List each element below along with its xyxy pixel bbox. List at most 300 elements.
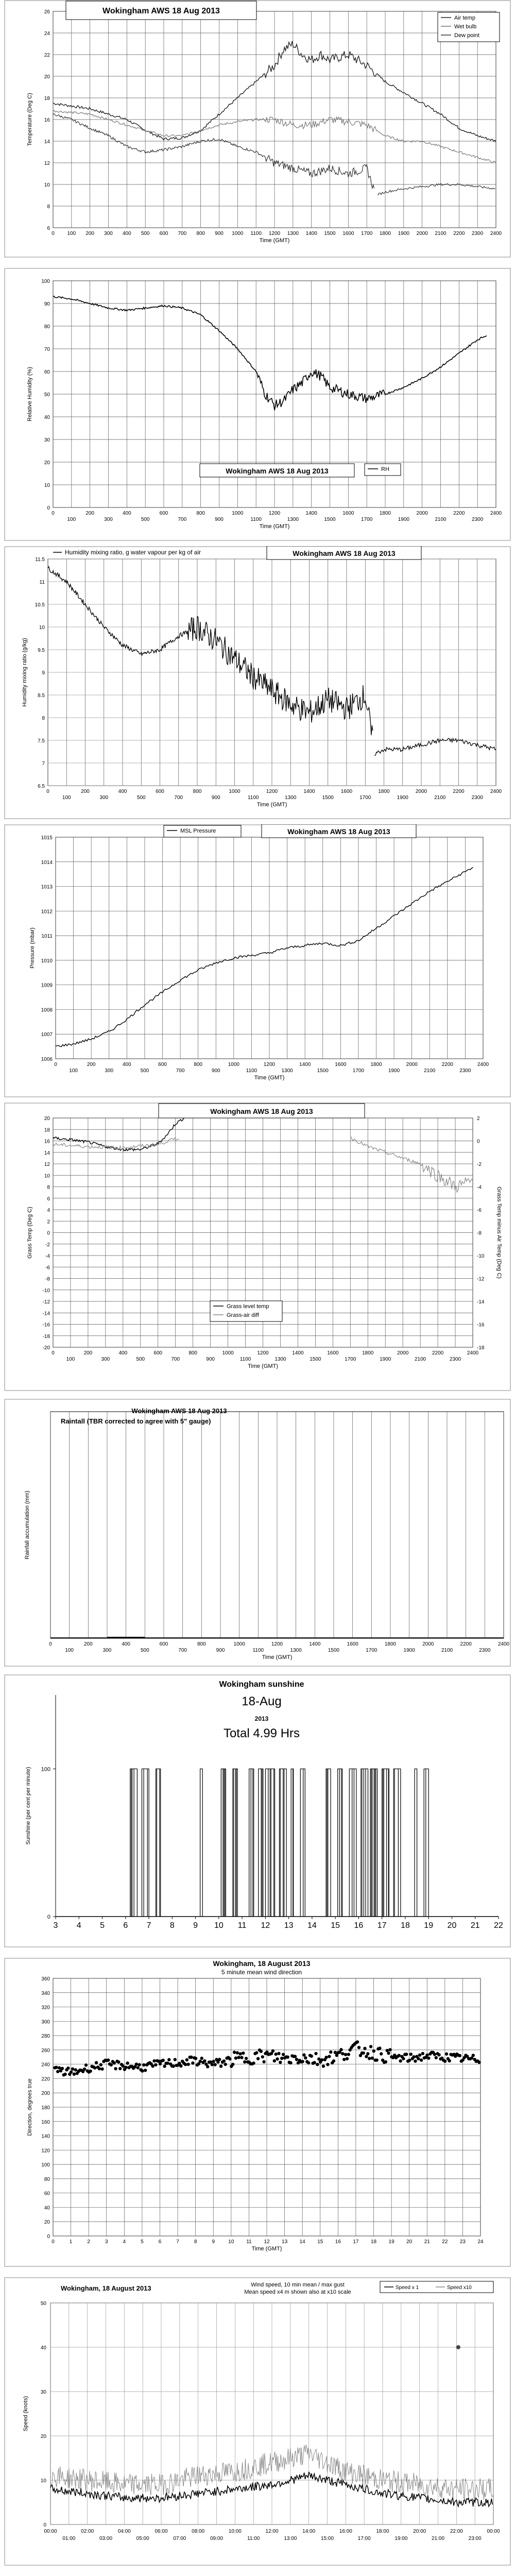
- scatter-point: [83, 2067, 86, 2071]
- y-tick-label: 7: [42, 761, 45, 767]
- scatter-point: [113, 2061, 116, 2064]
- x-tick-label: 03:00: [99, 2536, 113, 2541]
- relative-humidity-chart: [4, 268, 511, 541]
- scatter-point: [144, 2069, 147, 2072]
- scatter-point: [435, 2056, 438, 2059]
- x-tick-label: 1800: [379, 231, 391, 236]
- y-tick-label: 18: [44, 96, 50, 101]
- scatter-point: [190, 2056, 193, 2059]
- y-tick-label: 11.5: [35, 557, 45, 563]
- scatter-point: [63, 2073, 66, 2076]
- scatter-point: [304, 2056, 307, 2059]
- y-tick-label: 80: [44, 2176, 50, 2182]
- scatter-point: [95, 2061, 98, 2064]
- x-tick-label: 1700: [361, 517, 373, 522]
- scatter-point: [66, 2066, 70, 2070]
- y-tick-label: 40: [40, 2345, 46, 2351]
- x-tick-label: 300: [104, 231, 113, 236]
- scatter-point: [151, 2064, 154, 2067]
- x-tick-label: 400: [122, 1641, 131, 1647]
- y-tick-label: 8: [47, 1184, 50, 1191]
- x-tick-label: 1500: [317, 1068, 329, 1074]
- x-tick-label: 100: [67, 231, 76, 236]
- x-tick-label: 1100: [246, 1068, 258, 1074]
- scatter-point: [179, 2064, 182, 2067]
- scatter-point: [191, 2061, 194, 2064]
- x-tick-label: 400: [118, 1350, 128, 1356]
- x-tick-label: 700: [178, 517, 187, 522]
- y2-tick-label: -2: [477, 1162, 482, 1167]
- x-tick-label: 1900: [398, 517, 409, 522]
- scatter-point: [420, 2059, 423, 2062]
- x-tick-label: 300: [104, 517, 113, 522]
- scatter-point: [184, 2063, 187, 2066]
- y-tick-label: 10: [39, 625, 45, 631]
- x-tick-label: 2300: [472, 231, 484, 236]
- x-tick-label: 24: [477, 2239, 484, 2245]
- x-tick-label: 0: [52, 1350, 55, 1356]
- y-tick-label: 14: [44, 139, 50, 145]
- y-tick-label: 16: [44, 117, 50, 123]
- x-tick-label: 16:00: [339, 2529, 352, 2534]
- scatter-point: [302, 2053, 305, 2056]
- x-tick-label: 4: [76, 1921, 81, 1930]
- y-tick-label: 0: [47, 505, 50, 511]
- scatter-point: [252, 2061, 255, 2064]
- x-tick-label: 2200: [432, 1350, 444, 1356]
- mixing-ratio-chart-panel: [4, 546, 511, 819]
- x-tick-label: 13: [282, 2239, 288, 2245]
- y-tick-label: 1013: [41, 884, 53, 890]
- x-tick-label: 2400: [477, 1062, 489, 1067]
- x-tick-label: 1400: [292, 1350, 304, 1356]
- x-tick-label: 05:00: [136, 2536, 149, 2541]
- y-tick-label: 50: [40, 2301, 46, 2307]
- x-axis-label: Time (GMT): [256, 802, 287, 808]
- scatter-point: [93, 2066, 96, 2070]
- x-tick-label: 800: [188, 1350, 198, 1356]
- scatter-point: [218, 2058, 221, 2061]
- y-axis-label: Relative Humidity (%): [27, 367, 33, 421]
- x-tick-label: 600: [159, 1641, 168, 1647]
- x-tick-label: 2100: [441, 1648, 453, 1653]
- x-tick-label: 1400: [299, 1062, 311, 1067]
- x-tick-label: 8: [169, 1921, 175, 1930]
- x-tick-label: 10: [214, 1921, 224, 1930]
- x-tick-label: 2400: [497, 1641, 510, 1647]
- y-tick-label: 10: [44, 483, 50, 488]
- scatter-point: [136, 2066, 140, 2069]
- scatter-point: [347, 2053, 350, 2056]
- y-tick-label: 60: [44, 369, 50, 375]
- x-tick-label: 2100: [415, 1357, 426, 1362]
- scatter-point: [322, 2064, 325, 2067]
- scatter-point: [365, 2055, 368, 2058]
- scatter-point: [279, 2061, 282, 2064]
- y2-tick-label: -14: [477, 1299, 485, 1305]
- x-tick-label: 500: [140, 1068, 149, 1074]
- y-tick-label: -2: [45, 1242, 50, 1248]
- x-tick-label: 2400: [490, 511, 502, 516]
- y-axis-label: Direction, degrees true: [27, 2078, 33, 2136]
- x-tick-label: 2200: [460, 1641, 472, 1647]
- x-tick-label: 22: [442, 2239, 448, 2245]
- scatter-point: [240, 2056, 243, 2059]
- scatter-point: [194, 2057, 197, 2060]
- y-tick-label: 30: [44, 437, 50, 443]
- legend-label: Dew point: [454, 32, 479, 39]
- scatter-point: [316, 2063, 319, 2066]
- y-tick-label: 180: [41, 2105, 50, 2111]
- x-tick-label: 13: [284, 1921, 294, 1930]
- y-tick-label: -12: [42, 1299, 50, 1305]
- scatter-point: [368, 2057, 371, 2060]
- scatter-point: [294, 2055, 297, 2058]
- x-tick-label: 22:00: [450, 2529, 463, 2534]
- scatter-point: [277, 2052, 280, 2055]
- scatter-point: [199, 2060, 202, 2063]
- x-tick-label: 07:00: [173, 2536, 186, 2541]
- y-tick-label: 10: [44, 182, 50, 188]
- scatter-point: [260, 2050, 263, 2053]
- x-tick-label: 1300: [290, 1648, 302, 1653]
- mixing-ratio-chart: [4, 546, 511, 819]
- x-tick-label: 800: [193, 789, 202, 794]
- x-tick-label: 400: [118, 789, 127, 794]
- x-tick-label: 17: [353, 2239, 359, 2245]
- x-tick-label: 0: [52, 231, 55, 236]
- scatter-point-outlier: [456, 2345, 460, 2349]
- y-tick-label: 120: [41, 2148, 50, 2154]
- scatter-point: [317, 2057, 320, 2060]
- x-tick-label: 18: [370, 2239, 377, 2245]
- x-tick-label: 500: [141, 517, 150, 522]
- scatter-point: [421, 2052, 424, 2055]
- scatter-point: [344, 2053, 347, 2056]
- scatter-point: [211, 2063, 214, 2066]
- x-tick-label: 00:00: [44, 2529, 57, 2534]
- x-tick-label: 14: [299, 2239, 305, 2245]
- x-tick-label: 1700: [359, 795, 371, 801]
- x-tick-label: 5: [100, 1921, 105, 1930]
- scatter-point: [458, 2054, 461, 2057]
- scatter-point: [262, 2060, 265, 2063]
- y2-axis-label: Grass Temp minus Air Temp (Deg C): [496, 1187, 502, 1279]
- x-tick-label: 15: [317, 2239, 323, 2245]
- y2-tick-label: -4: [477, 1184, 482, 1191]
- x-tick-label: 2200: [453, 511, 465, 516]
- x-tick-label: 700: [178, 231, 187, 236]
- scatter-point: [414, 2060, 417, 2063]
- scatter-point: [142, 2063, 145, 2066]
- scatter-point: [200, 2057, 203, 2060]
- x-tick-label: 20: [447, 1921, 457, 1930]
- scatter-point: [445, 2053, 448, 2056]
- scatter-point: [159, 2062, 162, 2065]
- x-tick-label: 400: [122, 511, 131, 516]
- x-tick-label: 10:00: [228, 2529, 242, 2534]
- x-tick-label: 6: [123, 1921, 128, 1930]
- x-tick-label: 04:00: [117, 2529, 131, 2534]
- x-tick-label: 9: [193, 1921, 198, 1930]
- y-tick-label: 10: [40, 2478, 46, 2484]
- x-tick-label: 1600: [347, 1641, 358, 1647]
- x-tick-label: 2300: [479, 1648, 491, 1653]
- y-tick-label: 200: [41, 2091, 50, 2097]
- chart-title: Wokingham, 18 August 2013: [61, 2284, 151, 2292]
- scatter-point: [282, 2053, 285, 2056]
- x-tick-label: 2000: [416, 231, 428, 236]
- x-tick-label: 3: [105, 2239, 108, 2245]
- y-tick-label: 2: [47, 1219, 50, 1225]
- x-tick-label: 100: [65, 1648, 74, 1653]
- x-tick-label: 1500: [324, 231, 336, 236]
- y-tick-label: 340: [41, 1990, 50, 1996]
- x-tick-label: 2100: [424, 1068, 436, 1074]
- y-tick-label: 8.5: [38, 693, 45, 699]
- scatter-point: [328, 2055, 331, 2058]
- x-tick-label: 2300: [471, 795, 483, 801]
- y-tick-label: 22: [44, 53, 50, 58]
- y-tick-label: -20: [42, 1345, 50, 1351]
- x-tick-label: 20:00: [413, 2529, 426, 2534]
- scatter-point: [295, 2058, 298, 2061]
- legend-label: Wet bulb: [454, 24, 477, 30]
- x-tick-label: 1800: [384, 1641, 397, 1647]
- x-tick-label: 800: [194, 1062, 203, 1067]
- y-tick-label: 1008: [41, 1007, 53, 1013]
- y-tick-label: 1011: [41, 934, 53, 940]
- x-tick-label: 1200: [271, 1641, 283, 1647]
- x-tick-label: 1200: [268, 511, 281, 516]
- x-tick-label: 400: [122, 1062, 131, 1067]
- scatter-point: [342, 2058, 346, 2061]
- x-tick-label: 2: [87, 2239, 90, 2245]
- x-tick-label: 2000: [422, 1641, 434, 1647]
- x-tick-label: 900: [215, 517, 224, 522]
- x-tick-label: 500: [141, 231, 150, 236]
- x-tick-label: 1900: [388, 1068, 400, 1074]
- y-axis-label: Sunshine (per cent per minute): [25, 1767, 31, 1845]
- y-tick-label: 18: [44, 1127, 50, 1133]
- x-tick-label: 900: [206, 1357, 215, 1362]
- x-tick-label: 20: [406, 2239, 413, 2245]
- x-tick-label: 11: [246, 2239, 252, 2245]
- y-tick-label: 8: [47, 204, 50, 210]
- scatter-point: [375, 2059, 378, 2062]
- x-tick-label: 1400: [303, 789, 315, 794]
- scatter-point: [408, 2059, 411, 2062]
- scatter-point: [154, 2063, 157, 2066]
- y-tick-label: 70: [44, 347, 50, 352]
- y-tick-label: 300: [41, 2019, 50, 2025]
- x-tick-label: 2300: [472, 517, 484, 522]
- y-tick-label: 8: [42, 716, 45, 721]
- scatter-point: [242, 2052, 245, 2055]
- x-tick-label: 02:00: [81, 2529, 94, 2534]
- scatter-point: [388, 2048, 391, 2051]
- y-tick-label: 20: [44, 460, 50, 466]
- x-tick-label: 200: [85, 511, 95, 516]
- scatter-point: [380, 2052, 383, 2055]
- x-tick-label: 3: [53, 1921, 58, 1930]
- x-tick-label: 300: [105, 1068, 114, 1074]
- x-tick-label: 500: [136, 1357, 145, 1362]
- y-tick-label: 40: [44, 415, 50, 420]
- x-tick-label: 2000: [397, 1350, 409, 1356]
- chart-title: Wokingham, 18 August 2013: [213, 1959, 311, 1968]
- x-tick-label: 1300: [274, 1357, 286, 1362]
- y-tick-label: 240: [41, 2062, 50, 2068]
- x-tick-label: 01:00: [62, 2536, 76, 2541]
- scatter-point: [324, 2056, 328, 2059]
- y-tick-label: 7.5: [38, 738, 45, 744]
- y-tick-label: 320: [41, 2005, 50, 2011]
- x-tick-label: 2200: [453, 789, 465, 794]
- x-tick-label: 14:00: [302, 2529, 316, 2534]
- y-tick-label: 50: [44, 392, 50, 398]
- y-tick-label: 0: [47, 1914, 50, 1920]
- x-axis-label: Time (GMT): [259, 238, 290, 244]
- scatter-point: [174, 2058, 177, 2061]
- scatter-point: [224, 2063, 227, 2066]
- x-tick-label: 5: [141, 2239, 144, 2245]
- scatter-point: [289, 2061, 292, 2064]
- scatter-point: [384, 2060, 387, 2063]
- scatter-point: [276, 2057, 279, 2060]
- x-tick-label: 21:00: [431, 2536, 445, 2541]
- x-tick-label: 0: [54, 1062, 57, 1067]
- x-tick-label: 600: [156, 789, 164, 794]
- scatter-point: [437, 2053, 440, 2056]
- x-tick-label: 900: [211, 1068, 220, 1074]
- x-tick-label: 15:00: [320, 2536, 334, 2541]
- scatter-point: [135, 2062, 138, 2065]
- y-tick-label: 160: [41, 2119, 50, 2125]
- scatter-point: [236, 2051, 239, 2054]
- pressure-chart-panel: [4, 824, 511, 1097]
- y-tick-label: 360: [41, 1976, 50, 1982]
- scatter-point: [405, 2053, 408, 2056]
- x-tick-label: 1800: [378, 789, 390, 794]
- x-tick-label: 8: [194, 2239, 197, 2245]
- chart-title: Wokingham sunshine: [219, 1680, 304, 1689]
- y-tick-label: 9: [42, 670, 45, 676]
- scatter-point: [84, 2063, 88, 2066]
- x-tick-label: 600: [159, 231, 168, 236]
- x-tick-label: 12:00: [265, 2529, 279, 2534]
- scatter-point: [425, 2054, 428, 2057]
- x-tick-label: 7: [146, 1921, 151, 1930]
- scatter-point: [58, 2066, 61, 2070]
- y-tick-label: 1015: [41, 835, 53, 841]
- x-tick-label: 12: [264, 2239, 270, 2245]
- scatter-point: [371, 2057, 374, 2060]
- x-tick-label: 1000: [232, 231, 244, 236]
- x-tick-label: 1800: [362, 1350, 374, 1356]
- scatter-point: [245, 2057, 248, 2060]
- scatter-point: [387, 2052, 390, 2055]
- y2-tick-label: -12: [477, 1276, 485, 1282]
- scatter-point: [71, 2067, 74, 2071]
- x-tick-label: 200: [85, 231, 95, 236]
- y-tick-label: 9.5: [38, 648, 45, 653]
- x-tick-label: 1100: [250, 517, 262, 522]
- legend-label: MSL Pressure: [180, 828, 216, 834]
- scatter-point: [238, 2052, 242, 2055]
- x-tick-label: 1500: [310, 1357, 321, 1362]
- scatter-point: [443, 2060, 447, 2063]
- scatter-point: [89, 2070, 92, 2073]
- y-tick-label: -10: [42, 1287, 50, 1294]
- x-tick-label: 100: [67, 517, 76, 522]
- temperature-chart: [4, 0, 511, 258]
- scatter-point: [362, 2052, 365, 2055]
- x-tick-label: 11:00: [247, 2536, 260, 2541]
- scatter-point: [357, 2046, 360, 2049]
- y2-tick-label: -8: [477, 1230, 482, 1236]
- x-tick-label: 0: [49, 1641, 52, 1647]
- y-tick-label: 0: [43, 2522, 46, 2528]
- x-tick-label: 1700: [361, 231, 373, 236]
- grass-temperature-chart-panel: [4, 1103, 511, 1391]
- scatter-point: [228, 2057, 231, 2060]
- x-tick-label: 2100: [435, 517, 447, 522]
- x-tick-label: 14: [307, 1921, 317, 1930]
- x-tick-label: 1100: [250, 231, 262, 236]
- x-tick-label: 1700: [352, 1068, 365, 1074]
- x-tick-label: 17: [377, 1921, 387, 1930]
- x-tick-label: 1100: [247, 795, 259, 801]
- scatter-point: [185, 2058, 188, 2061]
- chart-subtitle-2: Mean speed x4 m shown also at x10 scale: [244, 2289, 351, 2295]
- y-tick-label: 12: [44, 161, 50, 166]
- scatter-point: [73, 2073, 76, 2076]
- wind-speed-chart-panel: [4, 2277, 511, 2566]
- scatter-point: [409, 2053, 413, 2056]
- x-tick-label: 2000: [415, 789, 427, 794]
- scatter-point: [326, 2063, 329, 2066]
- y-tick-label: 16: [44, 1139, 50, 1145]
- scatter-point: [167, 2058, 170, 2061]
- x-tick-label: 500: [136, 795, 146, 801]
- scatter-point: [70, 2071, 73, 2074]
- x-tick-label: 1000: [233, 1641, 245, 1647]
- x-tick-label: 1600: [335, 1062, 347, 1067]
- y-tick-label: 1012: [41, 909, 53, 915]
- y-tick-label: 6: [47, 226, 50, 231]
- x-tick-label: 200: [87, 1062, 96, 1067]
- x-tick-label: 1300: [287, 517, 299, 522]
- temperature-chart-panel: [4, 0, 511, 258]
- chart-annotation-total: Total 4.99 Hrs: [223, 1726, 300, 1740]
- x-tick-label: 1: [69, 2239, 73, 2245]
- pressure-chart: [4, 824, 511, 1097]
- x-tick-label: 0: [52, 2239, 55, 2245]
- x-tick-label: 700: [176, 1068, 185, 1074]
- x-tick-label: 300: [99, 795, 109, 801]
- x-tick-label: 2000: [406, 1062, 418, 1067]
- y-tick-label: 30: [40, 2389, 46, 2395]
- y-tick-label: 260: [41, 2047, 50, 2054]
- y-axis-label: Grass Temp (Deg C): [27, 1207, 33, 1259]
- scatter-point: [55, 2066, 58, 2069]
- scatter-point: [341, 2052, 344, 2055]
- x-tick-label: 19: [424, 1921, 434, 1930]
- scatter-point: [212, 2060, 215, 2063]
- y2-tick-label: 2: [477, 1116, 480, 1122]
- scatter-point: [314, 2052, 317, 2055]
